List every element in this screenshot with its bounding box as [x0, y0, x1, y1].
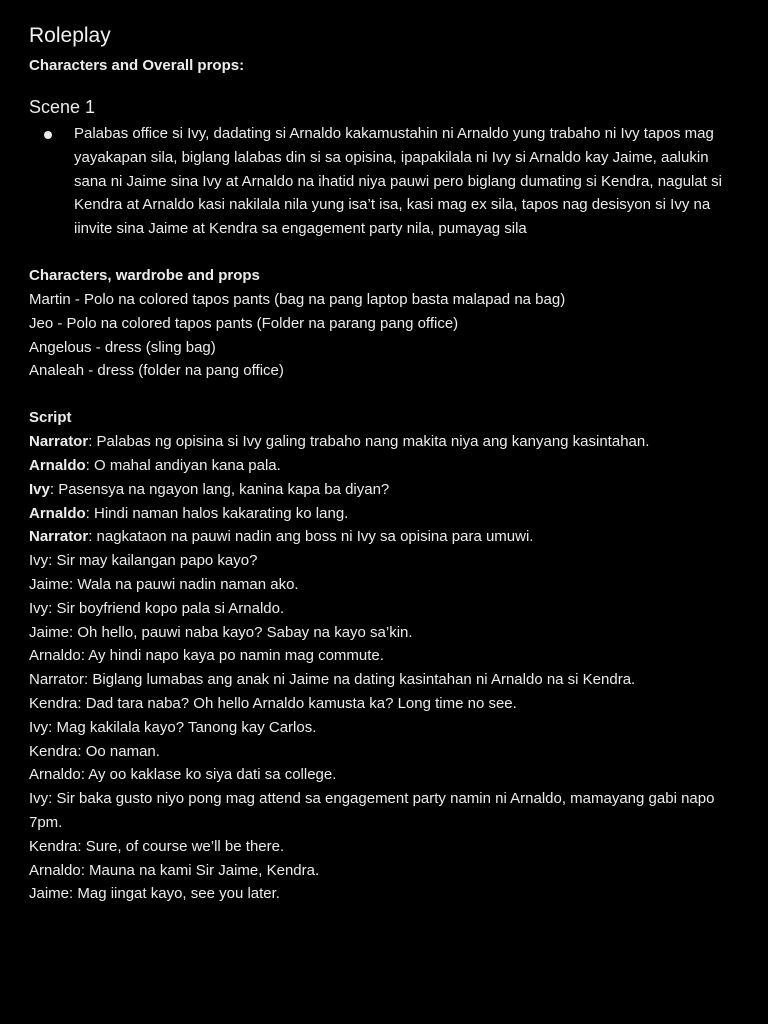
wardrobe-line: Angelous - dress (sling bag) [29, 338, 216, 356]
script-line [29, 454, 739, 478]
dialogue-text: : Biglang lumabas ang anak ni Jaime na dating kasintahan ni Arnaldo na si Kendra. [84, 671, 636, 689]
wardrobe-line: Martin - Polo na colored tapos pants (bag na pang laptop basta malapad na bag) [29, 290, 566, 308]
dialogue-text: : Pasensya na ngayon lang, kanina kapa ba diyan? [49, 480, 390, 498]
scene-bullet-list [29, 122, 739, 241]
speaker-name: Ivy [29, 718, 49, 736]
speaker-name: Arnaldo [29, 504, 86, 522]
dialogue-text: : Sure, of course we’ll be there. [77, 837, 285, 855]
document-subtitle: Characters and Overall props: [29, 57, 245, 74]
wardrobe-heading: Characters, wardrobe and props [29, 266, 260, 284]
scene-bullet-item [29, 122, 739, 241]
dialogue-text: : O mahal andiyan kana pala. [85, 456, 281, 474]
speaker-name: Narrator [29, 671, 85, 689]
speaker-name: Arnaldo [29, 456, 86, 474]
scene-heading: Scene 1 [29, 97, 96, 117]
speaker-name: Kendra [29, 837, 78, 855]
wardrobe-line: Analeah - dress (folder na pang office) [29, 362, 284, 380]
bullet-icon [44, 131, 52, 139]
page-title: Roleplay [29, 24, 111, 47]
dialogue-text: : Oo naman. [77, 742, 160, 760]
script-line [29, 716, 739, 740]
script-line [29, 549, 739, 573]
dialogue-text: : Sir baka gusto niyo pong mag attend sa engagement party namin ni Arnaldo, mamayang gabi napo 7pm. [29, 790, 715, 831]
dialogue-text: : Hindi naman halos kakarating ko lang. [85, 504, 349, 522]
speaker-name: Arnaldo [29, 861, 81, 879]
script-line [29, 692, 739, 716]
speaker-name: Narrator [29, 433, 89, 451]
script-lines [29, 430, 739, 906]
speaker-name: Ivy [29, 790, 49, 808]
speaker-name: Jaime [29, 623, 70, 641]
dialogue-text: : Dad tara naba? Oh hello Arnaldo kamusta ka? Long time no see. [77, 694, 517, 712]
dialogue-text: : Ay hindi napo kaya po namin mag commute. [80, 647, 384, 665]
dialogue-text: : Mag iingat kayo, see you later. [69, 885, 280, 903]
speaker-name: Ivy [29, 599, 49, 617]
script-line [29, 430, 739, 454]
script-line [29, 763, 739, 787]
script-line [29, 787, 739, 835]
script-line [29, 859, 739, 883]
script-line [29, 525, 739, 549]
speaker-name: Ivy [29, 552, 49, 570]
speaker-name: Ivy [29, 480, 50, 498]
speaker-name: Arnaldo [29, 766, 81, 784]
dialogue-text: : nagkataon na pauwi nadin ang boss ni Ivy sa opisina para umuwi. [88, 528, 534, 546]
speaker-name: Arnaldo [29, 647, 81, 665]
wardrobe-line: Jeo - Polo na colored tapos pants (Folder na parang pang office) [29, 314, 459, 332]
script-line [29, 502, 739, 526]
script-line [29, 644, 739, 668]
dialogue-text: : Mauna na kami Sir Jaime, Kendra. [80, 861, 320, 879]
dialogue-text: : Wala na pauwi nadin naman ako. [69, 575, 299, 593]
script-line [29, 478, 739, 502]
script-line [29, 668, 739, 692]
speaker-name: Kendra [29, 742, 78, 760]
dialogue-text: : Sir boyfriend kopo pala si Arnaldo. [48, 599, 285, 617]
dialogue-text: : Sir may kailangan papo kayo? [48, 552, 258, 570]
script-line [29, 597, 739, 621]
speaker-name: Jaime [29, 885, 70, 903]
script-line [29, 621, 739, 645]
scene-bullet-text: Palabas office si Ivy, dadating si Arnaldo kakamustahin ni Arnaldo yung trabaho ni Ivy tapos mag yayakapan sila, biglang lalabas din si sa opisina, ipapakilala ni Ivy si Arnaldo kay Jaime, aalukin sana ni Jaime sina Ivy at Arnaldo na ihatid niya pauwi pero biglang dumating si Kendra, nagulat si Kendra at Arnaldo kasi nakilala nila yung isa’t isa, kasi mag ex sila, tapos nag desisyon si Ivy na iinvite sina Jaime at Kendra sa engagement party nila, pumayag sila [74, 125, 722, 238]
script-line [29, 882, 739, 906]
script-line [29, 835, 739, 859]
speaker-name: Kendra [29, 694, 78, 712]
script-heading: Script [29, 409, 72, 427]
script-line [29, 740, 739, 764]
script-line [29, 573, 739, 597]
dialogue-text: : Mag kakilala kayo? Tanong kay Carlos. [48, 718, 317, 736]
dialogue-text: : Oh hello, pauwi naba kayo? Sabay na kayo sa’kin. [69, 623, 413, 641]
dialogue-text: : Ay oo kaklase ko siya dati sa college. [80, 766, 337, 784]
dialogue-text: : Palabas ng opisina si Ivy galing trabaho nang makita niya ang kanyang kasintahan. [88, 433, 650, 451]
speaker-name: Jaime [29, 575, 70, 593]
speaker-name: Narrator [29, 528, 89, 546]
